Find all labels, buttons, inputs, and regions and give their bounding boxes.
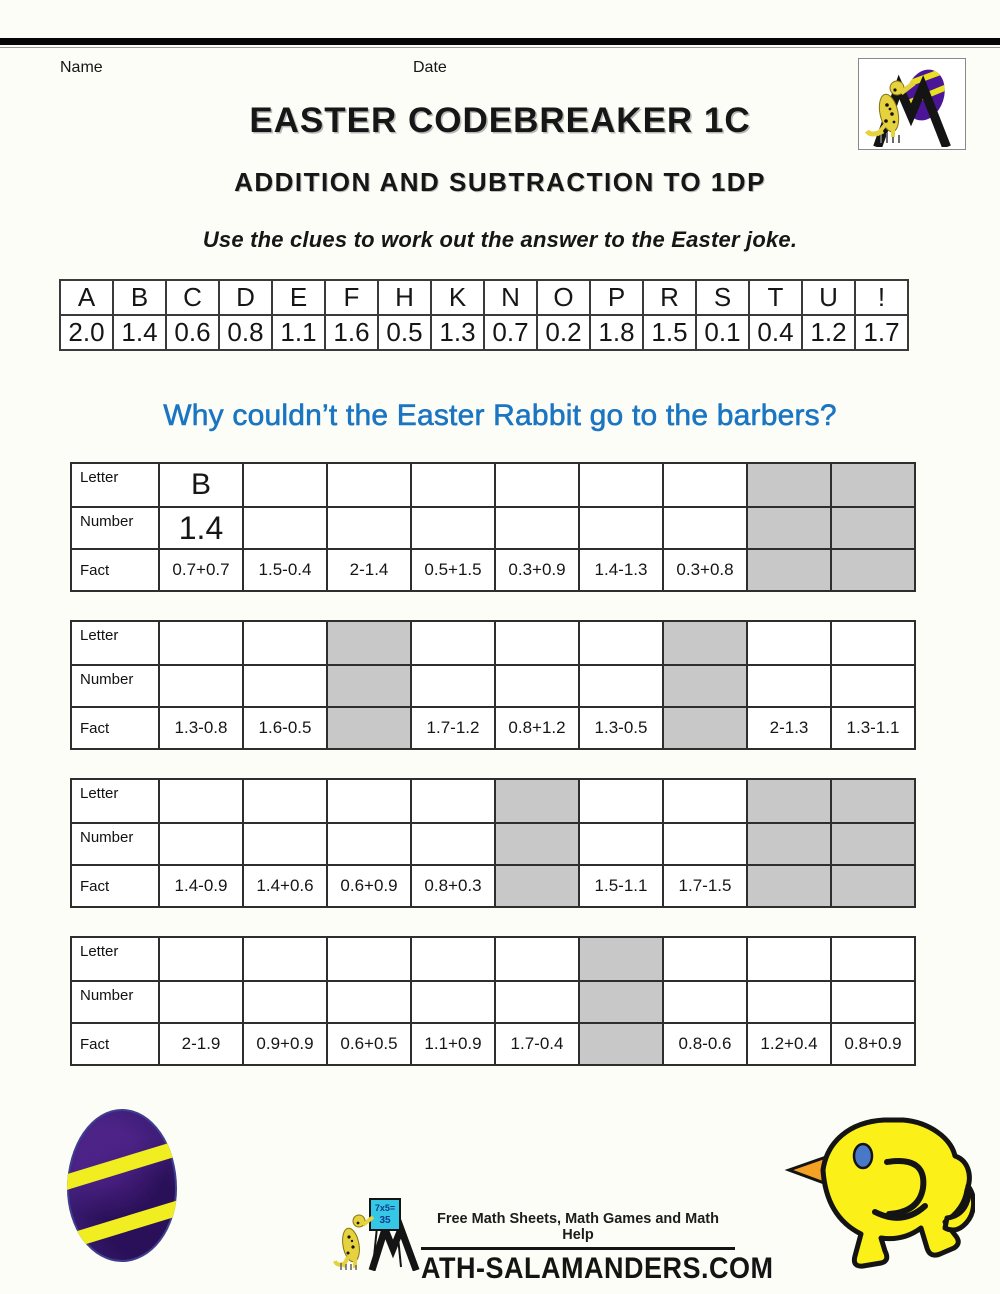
row-label-fact: Fact [71, 1023, 159, 1065]
answer-cell-fact [663, 707, 747, 749]
answer-cell-fact: 0.6+0.9 [327, 865, 411, 907]
answer-cell-fact: 2-1.4 [327, 549, 411, 591]
row-label-letter: Letter [71, 779, 159, 823]
answer-cell-fact: 1.7-1.5 [663, 865, 747, 907]
answer-cell-fact: 1.4-0.9 [159, 865, 243, 907]
answer-cell-number [159, 823, 243, 865]
answer-cell-number [663, 981, 747, 1023]
answer-cell-fact: 0.5+1.5 [411, 549, 495, 591]
row-label-fact: Fact [71, 865, 159, 907]
answer-cell-letter [831, 937, 915, 981]
answer-cell-fact: 0.3+0.8 [663, 549, 747, 591]
answer-cell-letter [831, 463, 915, 507]
sign-text-line1: 7x5= [374, 1203, 396, 1213]
answer-cell-number [747, 823, 831, 865]
answer-cell-letter [747, 463, 831, 507]
row-label-letter: Letter [71, 937, 159, 981]
code-letter-cell: D [219, 280, 272, 315]
answer-cell-fact [327, 707, 411, 749]
answer-cell-fact [831, 549, 915, 591]
code-letter-cell: N [484, 280, 537, 315]
code-letter-cell: T [749, 280, 802, 315]
answer-cell-letter [243, 621, 327, 665]
answer-cell-letter [831, 779, 915, 823]
answer-cell-letter [579, 463, 663, 507]
answer-cell-letter [495, 779, 579, 823]
answer-cell-fact [747, 865, 831, 907]
answer-cell-number [327, 507, 411, 549]
answer-cell-letter [411, 463, 495, 507]
answer-cell-number [327, 665, 411, 707]
code-value-cell: 0.2 [537, 315, 590, 350]
answer-cell-number [663, 507, 747, 549]
answer-cell-number [579, 981, 663, 1023]
answer-cell-fact [495, 865, 579, 907]
answer-cell-number [663, 823, 747, 865]
answer-cell-number [831, 507, 915, 549]
page-subtitle: ADDITION AND SUBTRACTION TO 1DP [234, 167, 766, 197]
answer-cell-number [327, 981, 411, 1023]
row-label-fact: Fact [71, 549, 159, 591]
answer-cell-letter [243, 937, 327, 981]
answer-cell-number [495, 507, 579, 549]
answer-cell-number [747, 507, 831, 549]
answer-cell-fact: 1.3-1.1 [831, 707, 915, 749]
answer-table [70, 936, 916, 1066]
code-letter-cell: A [60, 280, 113, 315]
answer-cell-letter [495, 937, 579, 981]
joke-question: Why couldn’t the Easter Rabbit go to the barbers? [163, 399, 837, 432]
answer-cell-fact: 1.2+0.4 [747, 1023, 831, 1065]
answer-cell-number [159, 665, 243, 707]
answer-cell-fact: 0.8+0.3 [411, 865, 495, 907]
code-value-cell: 1.7 [855, 315, 908, 350]
answer-cell-number [159, 981, 243, 1023]
answer-cell-letter [243, 779, 327, 823]
answer-cell-letter [747, 621, 831, 665]
answer-cell-fact: 0.6+0.5 [327, 1023, 411, 1065]
answer-cell-number [663, 665, 747, 707]
row-label-number: Number [71, 981, 159, 1023]
code-letter-cell: P [590, 280, 643, 315]
code-letter-cell: ! [855, 280, 908, 315]
code-value-cell: 0.5 [378, 315, 431, 350]
code-letter-cell: R [643, 280, 696, 315]
answer-cell-fact: 1.4+0.6 [243, 865, 327, 907]
answer-cell-letter [663, 779, 747, 823]
answer-cell-fact: 0.9+0.9 [243, 1023, 327, 1065]
code-letter-cell: F [325, 280, 378, 315]
answer-cell-fact [831, 865, 915, 907]
code-value-cell: 1.5 [643, 315, 696, 350]
answer-cell-fact: 1.3-0.5 [579, 707, 663, 749]
easter-egg-image [67, 1109, 177, 1262]
answer-cell-letter [411, 779, 495, 823]
code-letter-cell: C [166, 280, 219, 315]
answer-cell-fact: 1.1+0.9 [411, 1023, 495, 1065]
date-label: Date [413, 59, 447, 76]
answer-cell-number [747, 665, 831, 707]
answer-cell-number: 1.4 [159, 507, 243, 549]
instruction-text: Use the clues to work out the answer to the Easter joke. [202, 227, 798, 252]
egg-stripe [67, 1132, 177, 1195]
answer-cell-number [411, 507, 495, 549]
code-table [59, 279, 909, 351]
code-letter-cell: B [113, 280, 166, 315]
sign-text-line2: 35 [379, 1215, 391, 1226]
answer-cell-fact: 1.5-0.4 [243, 549, 327, 591]
chick-image [779, 1110, 975, 1279]
answer-cell-number [831, 665, 915, 707]
answer-cell-letter [579, 937, 663, 981]
code-value-cell: 1.6 [325, 315, 378, 350]
code-value-cell: 0.7 [484, 315, 537, 350]
code-letter-cell: O [537, 280, 590, 315]
code-value-cell: 0.4 [749, 315, 802, 350]
chick-icon [779, 1110, 975, 1274]
answer-cell-letter [159, 621, 243, 665]
answer-cell-letter [327, 779, 411, 823]
answer-cell-letter [663, 463, 747, 507]
code-letter-cell: K [431, 280, 484, 315]
footer-site-name: ATH-SALAMANDERS.COM [421, 1251, 774, 1285]
answer-cell-number [327, 823, 411, 865]
answer-cell-number [495, 665, 579, 707]
answer-cell-number [411, 665, 495, 707]
name-label: Name [60, 59, 103, 76]
top-rule-shadow [0, 47, 1000, 48]
answer-table [70, 778, 916, 908]
row-label-number: Number [71, 823, 159, 865]
code-table-body [60, 280, 908, 350]
row-label-letter: Letter [71, 621, 159, 665]
code-value-cell: 1.1 [272, 315, 325, 350]
answer-cell-fact [747, 549, 831, 591]
answer-cell-number [831, 823, 915, 865]
answer-cell-letter [663, 621, 747, 665]
answer-tables [70, 462, 916, 1094]
footer-tagline: Free Math Sheets, Math Games and Math Help [436, 1211, 719, 1243]
footer-rule [421, 1247, 735, 1250]
answer-cell-number [243, 665, 327, 707]
code-value-cell: 0.6 [166, 315, 219, 350]
answer-cell-fact: 1.4-1.3 [579, 549, 663, 591]
page-title: EASTER CODEBREAKER 1C [249, 101, 751, 140]
answer-cell-letter [411, 621, 495, 665]
answer-cell-letter [411, 937, 495, 981]
answer-cell-letter [159, 779, 243, 823]
row-label-number: Number [71, 665, 159, 707]
answer-cell-letter [327, 463, 411, 507]
answer-cell-letter [579, 779, 663, 823]
answer-cell-letter [663, 937, 747, 981]
answer-cell-number [243, 507, 327, 549]
code-letter-cell: E [272, 280, 325, 315]
answer-cell-fact: 1.3-0.8 [159, 707, 243, 749]
answer-cell-number [411, 823, 495, 865]
answer-cell-fact: 1.6-0.5 [243, 707, 327, 749]
answer-cell-letter [579, 621, 663, 665]
top-rule [0, 38, 1000, 45]
answer-cell-number [579, 507, 663, 549]
answer-cell-fact: 1.5-1.1 [579, 865, 663, 907]
answer-cell-fact: 0.8-0.6 [663, 1023, 747, 1065]
answer-table [70, 620, 916, 750]
answer-cell-letter [747, 779, 831, 823]
salamander-easel-icon [333, 1197, 421, 1271]
answer-cell-number [411, 981, 495, 1023]
row-label-letter: Letter [71, 463, 159, 507]
answer-cell-fact: 1.7-0.4 [495, 1023, 579, 1065]
answer-cell-number [495, 823, 579, 865]
code-value-cell: 1.2 [802, 315, 855, 350]
answer-cell-letter [495, 621, 579, 665]
code-letter-cell: H [378, 280, 431, 315]
row-label-fact: Fact [71, 707, 159, 749]
answer-table [70, 462, 916, 592]
footer-text-block [421, 1197, 774, 1285]
answer-cell-letter [243, 463, 327, 507]
code-value-cell: 2.0 [60, 315, 113, 350]
answer-cell-number [579, 665, 663, 707]
code-letter-cell: S [696, 280, 749, 315]
answer-cell-number [495, 981, 579, 1023]
answer-cell-letter [327, 621, 411, 665]
answer-cell-letter [747, 937, 831, 981]
answer-cell-number [579, 823, 663, 865]
answer-cell-fact: 2-1.9 [159, 1023, 243, 1065]
answer-cell-fact: 0.3+0.9 [495, 549, 579, 591]
answer-cell-number [831, 981, 915, 1023]
answer-cell-fact [579, 1023, 663, 1065]
row-label-number: Number [71, 507, 159, 549]
answer-cell-fact: 0.8+0.9 [831, 1023, 915, 1065]
answer-cell-letter [327, 937, 411, 981]
code-value-cell: 0.8 [219, 315, 272, 350]
answer-cell-fact: 0.7+0.7 [159, 549, 243, 591]
answer-cell-number [243, 823, 327, 865]
answer-cell-number [243, 981, 327, 1023]
egg-stripe [67, 1192, 177, 1255]
code-value-cell: 1.8 [590, 315, 643, 350]
footer-logo [333, 1197, 774, 1285]
code-letter-cell: U [802, 280, 855, 315]
answer-cell-fact: 2-1.3 [747, 707, 831, 749]
answer-cell-letter [159, 937, 243, 981]
answer-cell-letter [831, 621, 915, 665]
answer-cell-letter [495, 463, 579, 507]
answer-cell-fact: 0.8+1.2 [495, 707, 579, 749]
code-value-cell: 0.1 [696, 315, 749, 350]
answer-cell-fact: 1.7-1.2 [411, 707, 495, 749]
code-value-cell: 1.3 [431, 315, 484, 350]
answer-cell-letter: B [159, 463, 243, 507]
code-value-cell: 1.4 [113, 315, 166, 350]
answer-cell-number [747, 981, 831, 1023]
